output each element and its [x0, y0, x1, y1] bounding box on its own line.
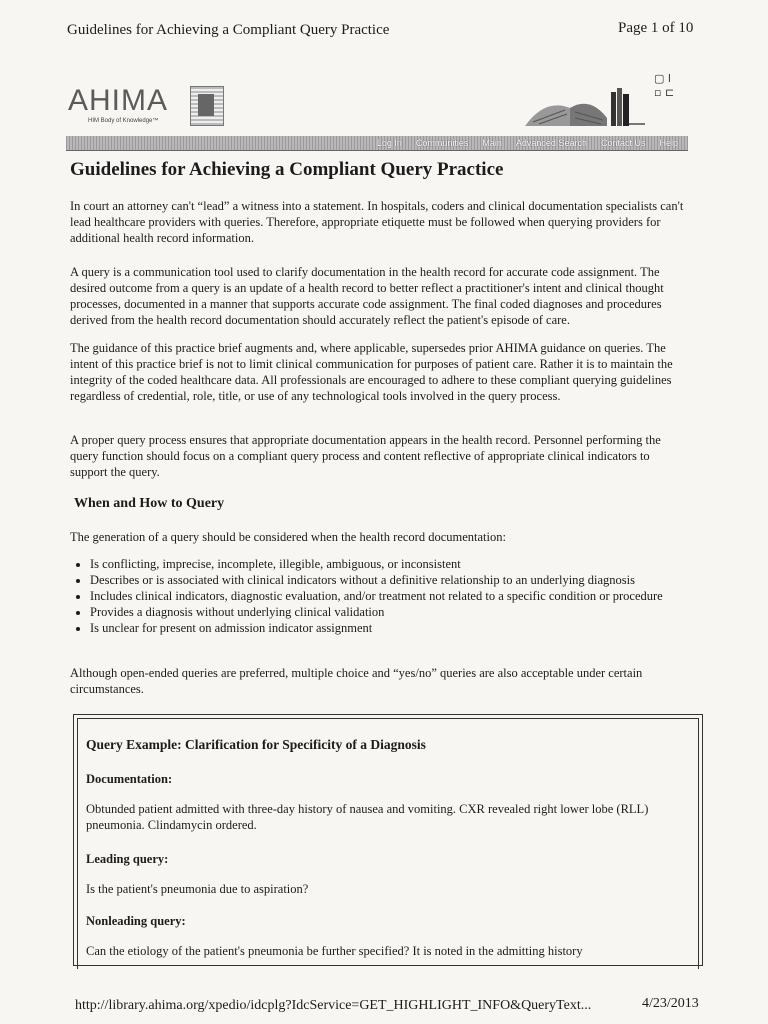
bracket-icon: ⊏: [664, 86, 675, 99]
nav-main[interactable]: Main: [482, 138, 502, 148]
list-item: • Provides a diagnosis without underlying clinical validation: [90, 604, 700, 620]
documentation-text: Obtunded patient admitted with three-day history of nausea and vomiting. CXR revealed right lower lobe (RLL) pneumonia. Clindamycin ordered.: [86, 802, 649, 832]
documentation-label: Documentation:: [86, 772, 173, 786]
nav-advanced-search[interactable]: Advanced Search: [515, 138, 587, 148]
small-square-icon: ▫: [654, 86, 662, 99]
nonleading-query-text: Can the etiology of the patient's pneumonia be further specified? It is noted in the admitting history: [86, 944, 583, 958]
print-footer-date: 4/23/2013: [642, 996, 699, 1011]
leading-query-text: Is the patient's pneumonia due to aspiration?: [86, 882, 309, 896]
list-item: • Is conflicting, imprecise, incomplete, illegible, ambiguous, or inconsistent: [90, 556, 700, 572]
leading-query-label: Leading query:: [86, 852, 169, 866]
paragraph-guidance: The guidance of this practice brief augments and, where applicable, supersedes prior AHIMA guidance on queries. The intent of this practice brief is not to limit clinical communication for purposes of patient care. Rather it is to maintain the integrity of the coded healthcare data. All professionals are encouraged to adhere to these compliant querying guidelines regardless of credential, role, title, or use of any technological tools involved in the query process.: [70, 341, 673, 403]
list-item: • Is unclear for present on admission indicator assignment: [90, 620, 700, 636]
nonleading-query-label: Nonleading query:: [86, 914, 186, 928]
print-icons: [654, 72, 674, 100]
books-illustration-icon: [515, 78, 645, 128]
nav-contact-us[interactable]: Contact Us: [600, 138, 646, 148]
logo-tagline: HIM Body of Knowledge™: [88, 118, 159, 124]
paragraph-generation: The generation of a query should be considered when the health record documentation:: [70, 530, 506, 544]
print-footer-url: http://library.ahima.org/xpedio/idcplg?IdcService=GET_HIGHLIGHT_INFO&QueryText...: [75, 998, 592, 1013]
window-icon: ▢: [654, 72, 665, 85]
corner-icon: ⅼ: [667, 72, 671, 85]
example-title: Query Example: Clarification for Specificity of a Diagnosis: [86, 737, 426, 752]
print-header-title: Guidelines for Achieving a Compliant Query Practice: [67, 22, 390, 38]
nav-help[interactable]: Help: [659, 138, 678, 148]
paragraph-query-definition: A query is a communication tool used to clarify documentation in the health record for accurate code assignment. The desired outcome from a query is an update of a health record to better reflect a practitioner's intent and clinical thought processes, documented in a manner that supports accurate code assignment. The final coded diagnoses and procedures derived from the health record documentation should accurately reflect the patient's episode of care.: [70, 265, 664, 327]
ahima-logo[interactable]: [68, 86, 168, 124]
list-item: • Describes or is associated with clinical indicators without a definitive relationship to an underlying diagnosis: [90, 572, 700, 588]
query-example-box: [73, 714, 703, 966]
criteria-list: [74, 556, 700, 636]
query-example-inner: [77, 718, 699, 969]
paragraph-query-process: A proper query process ensures that appropriate documentation appears in the health record. Personnel performing the query function should focus on a compliant query process and content reflective of appropriate clinical indicators to support the query.: [70, 433, 661, 479]
article-title: Guidelines for Achieving a Compliant Query Practice: [70, 159, 504, 180]
site-nav-bar: [66, 136, 688, 151]
list-item: • Includes clinical indicators, diagnostic evaluation, and/or treatment not related to a specific condition or procedure: [90, 588, 700, 604]
logo-mark-inner: [198, 94, 214, 116]
logo-text: AHIMA: [68, 84, 169, 117]
nav-communities[interactable]: Communities: [415, 138, 469, 148]
paragraph-query-types: Although open-ended queries are preferred, multiple choice and “yes/no” queries are also acceptable under certain circumstances.: [70, 666, 643, 696]
section-heading-when-how: When and How to Query: [74, 496, 225, 511]
print-page-number: Page 1 of 10: [618, 20, 694, 36]
paragraph-intro: In court an attorney can't “lead” a witness into a statement. In hospitals, coders and clinical documentation specialists can't lead healthcare providers with queries. Therefore, appropriate etiquette must be followed when querying providers for additional health record information.: [70, 199, 684, 245]
nav-links: [377, 136, 688, 150]
nav-login[interactable]: Log In: [376, 138, 402, 148]
